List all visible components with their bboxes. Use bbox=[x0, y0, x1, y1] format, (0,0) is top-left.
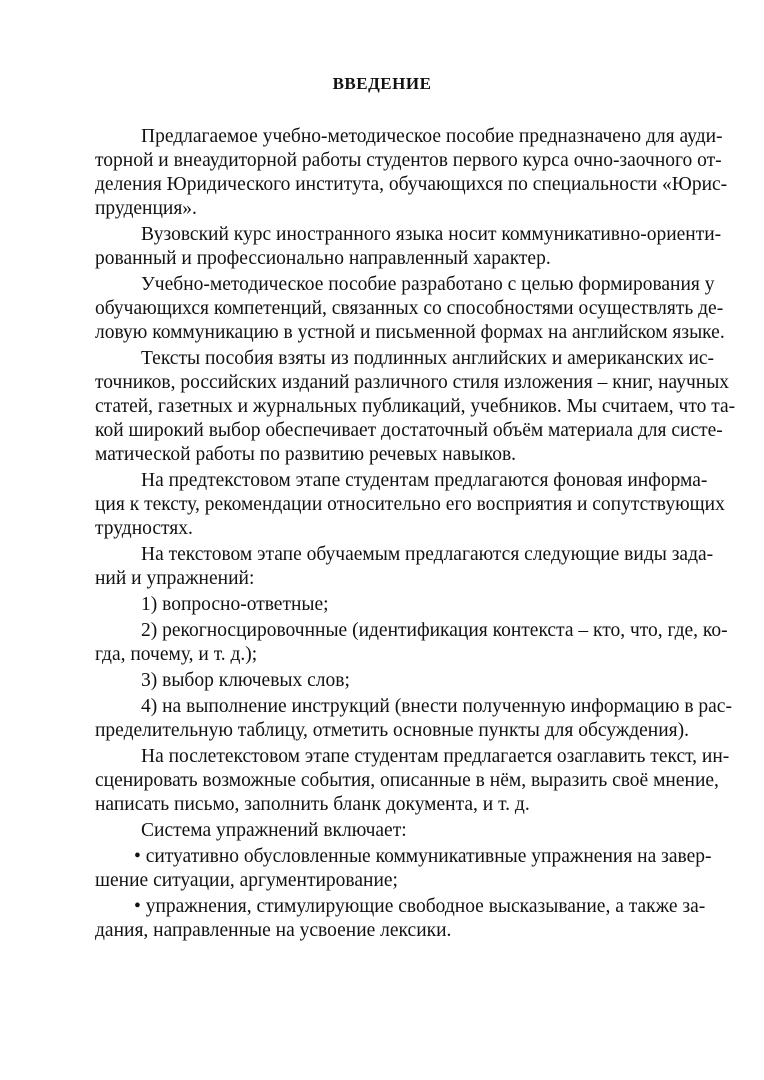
bullet-item: • ситуативно обусловленные коммуникативные упражнения на завер- bbox=[134, 846, 712, 867]
text-line: На текстовом этапе обучаемым предлагаются следующие виды зада- bbox=[141, 544, 714, 565]
text-line: написать письмо, заполнить бланк документа, и т. д. bbox=[95, 794, 530, 815]
text-line: Система упражнений включает: bbox=[141, 820, 407, 841]
text-line: Вузовский курс иностранного языка носит коммуникативно-ориенти- bbox=[141, 224, 722, 245]
text-line: статей, газетных и журнальных публикаций, учебников. Мы считаем, что та- bbox=[95, 396, 736, 417]
text-line: точников, российских изданий различного стиля изложения – книг, научных bbox=[95, 372, 730, 393]
page-title: ВВЕДЕНИЕ bbox=[332, 74, 432, 93]
text-line: рованный и профессионально направленный характер. bbox=[95, 248, 551, 269]
text-line: ция к тексту, рекомендации относительно его восприятия и сопутствующих bbox=[95, 494, 725, 515]
text-line: На послетекстовом этапе студентам предлагается озаглавить текст, ин- bbox=[141, 746, 730, 767]
text-line: сценировать возможные события, описанные в нём, выразить своё мнение, bbox=[95, 770, 719, 791]
text-line: ловую коммуникацию в устной и письменной формах на английском языке. bbox=[95, 322, 725, 343]
text-line: дания, направленные на усвоение лексики. bbox=[95, 920, 452, 941]
text-line: обучающихся компетенций, связанных со способностями осуществлять де- bbox=[95, 298, 724, 319]
bullet-item: • упражнения, стимулирующие свободное высказывание, а также за- bbox=[134, 896, 706, 917]
text-line: Предлагаемое учебно-методическое пособие предназначено для ауди- bbox=[141, 126, 723, 147]
text-line: 3) выбор ключевых слов; bbox=[141, 670, 350, 691]
text-line: пределительную таблицу, отметить основные пункты для обсуждения). bbox=[95, 720, 690, 741]
text-line: Учебно-методическое пособие разработано с целью формирования у bbox=[141, 274, 715, 295]
text-line: гда, почему, и т. д.); bbox=[95, 644, 258, 665]
text-line: трудностях. bbox=[95, 518, 193, 539]
text-line: пруденция». bbox=[95, 198, 197, 219]
text-line: На предтекстовом этапе студентам предлагаются фоновая информа- bbox=[141, 470, 708, 491]
text-line: 4) на выполнение инструкций (внести полученную информацию в рас- bbox=[141, 696, 732, 717]
text-line: кой широкий выбор обеспечивает достаточный объём материала для систе- bbox=[95, 420, 723, 441]
text-line: 2) рекогносцировочнные (идентификация контекста – кто, что, где, ко- bbox=[141, 620, 728, 641]
text-line: ний и упражнений: bbox=[95, 568, 255, 589]
text-line: шение ситуации, аргументирование; bbox=[95, 870, 398, 891]
text-line: 1) вопросно-ответные; bbox=[141, 594, 329, 615]
text-line: деления Юридического института, обучающихся по специальности «Юрис- bbox=[95, 174, 728, 195]
text-line: Тексты пособия взяты из подлинных английских и американских ис- bbox=[141, 348, 715, 369]
text-line: матической работы по развитию речевых навыков. bbox=[95, 444, 517, 465]
text-line: торной и внеаудиторной работы студентов первого курса очно-заочного от- bbox=[95, 150, 722, 171]
